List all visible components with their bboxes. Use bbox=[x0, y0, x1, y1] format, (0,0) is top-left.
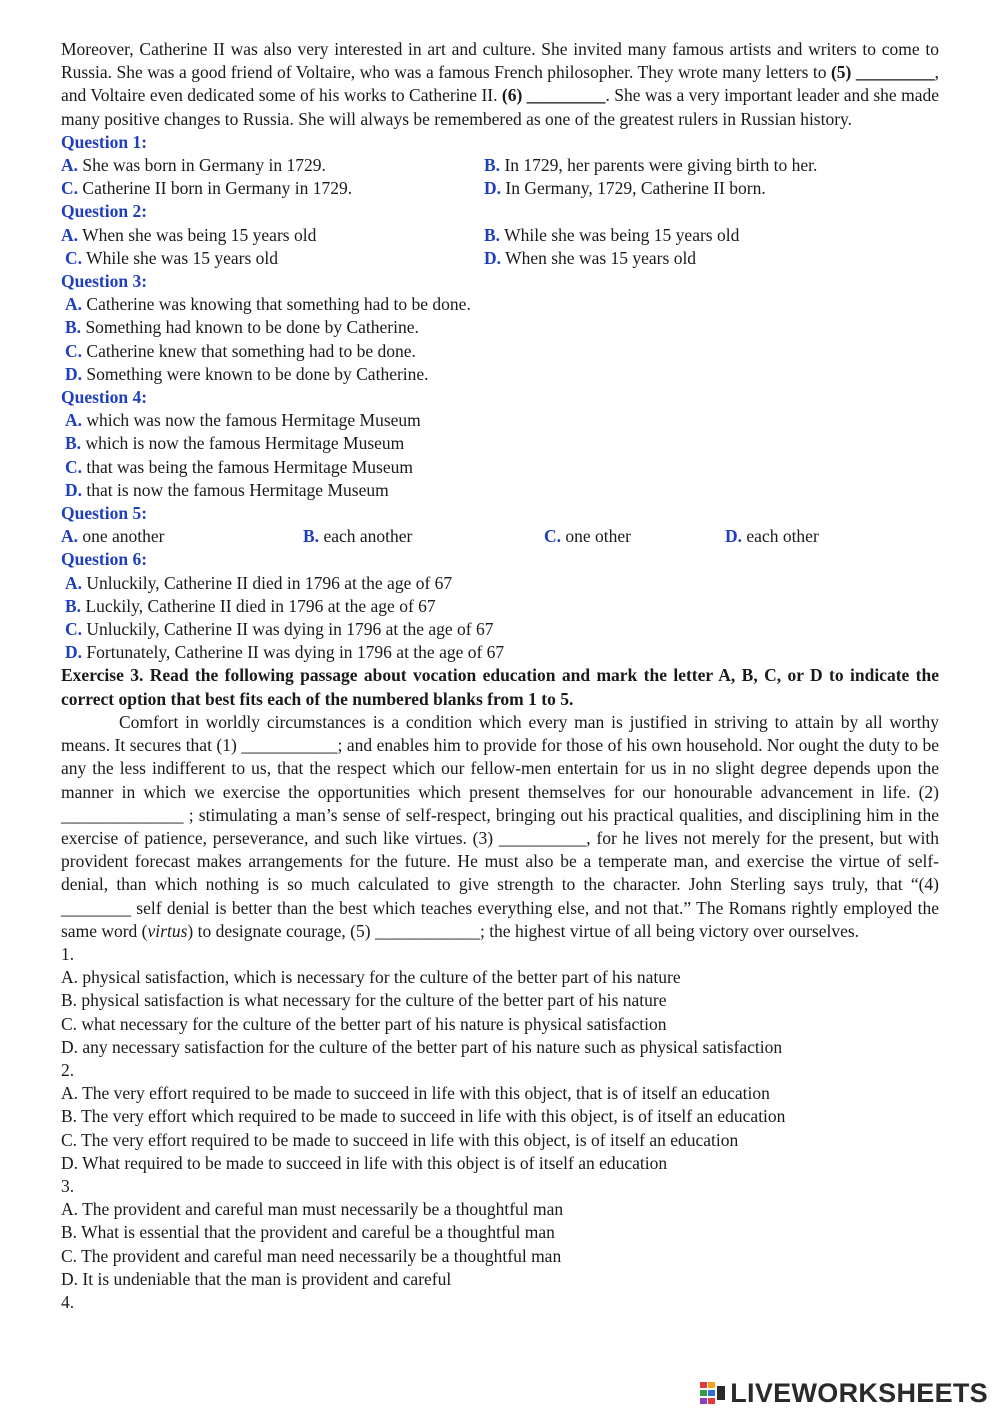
option-a[interactable]: A. physical satisfaction, which is necessary for the culture of the better part of his nature bbox=[61, 967, 681, 988]
question-5-label: Question 5: bbox=[61, 503, 148, 524]
passage-text: , and Voltaire even dedicated some of his works to Catherine II. bbox=[61, 62, 939, 106]
worksheet-page bbox=[61, 38, 939, 1314]
option-a[interactable]: A. one another bbox=[61, 526, 165, 547]
option-b[interactable]: B. which is now the famous Hermitage Museum bbox=[65, 433, 405, 454]
option-c[interactable]: C. what necessary for the culture of the better part of his nature is physical satisfaction bbox=[61, 1013, 667, 1034]
option-c[interactable]: C. one other bbox=[544, 526, 631, 547]
item-4-number: 4. bbox=[61, 1291, 75, 1312]
option-c[interactable]: C. The very effort required to be made to succeed in life with this object, is of itself an education bbox=[61, 1129, 739, 1150]
option-b[interactable]: B. What is essential that the provident and careful be a thoughtful man bbox=[61, 1222, 555, 1243]
option-b[interactable]: B. In 1729, her parents were giving birth to her. bbox=[484, 155, 818, 176]
option-b[interactable]: B. each another bbox=[303, 526, 413, 547]
option-b[interactable]: B. Something had known to be done by Catherine. bbox=[65, 317, 419, 338]
exercise-3-passage bbox=[61, 711, 939, 943]
option-b[interactable]: B. Luckily, Catherine II died in 1796 at the age of 67 bbox=[65, 595, 436, 616]
passage-text: Comfort in worldly circumstances is a condition which every man is justified in striving to attain by all worthy means. It secures that (1) ___________; and enables him to provide for those of his own household. Nor ought the duty to be any the less indifferent to us, that the respect which our fellow-men entertain for us in no slight degree depends upon the manner in which we exercise the opportunities which present themselves for our honourable advancement in life. (2) ______________ ; stimulating a man’s sense of self-respect, bringing out his practical qualities, and disciplining him in the exercise of patience, perseverance, and such like virtues. (3) __________, for he lives not merely for the present, but with provident forecast makes arrangements for the future. He must also be a temperate man, and exercise the virtue of self-denial, than which nothing is so much calculated to give strength to the character. John Sterling says truly, that “(4) ________ self denial is better than the best which teaches everything else, and not that.” The Romans rightly employed the same word ( bbox=[61, 711, 939, 941]
option-a[interactable]: A. She was born in Germany in 1729. bbox=[61, 155, 326, 176]
option-c[interactable]: C. Catherine knew that something had to be done. bbox=[65, 340, 416, 361]
passage-italic-word: virtus bbox=[147, 920, 188, 941]
option-c[interactable]: C. Unluckily, Catherine II was dying in 1796 at the age of 67 bbox=[65, 619, 494, 640]
liveworksheets-logo-icon bbox=[700, 1382, 726, 1404]
option-d[interactable]: D. any necessary satisfaction for the culture of the better part of his nature such as physical satisfaction bbox=[61, 1036, 783, 1057]
option-b[interactable]: B. physical satisfaction is what necessary for the culture of the better part of his nature bbox=[61, 990, 667, 1011]
option-a[interactable]: A. When she was being 15 years old bbox=[61, 224, 317, 245]
option-b[interactable]: B. While she was being 15 years old bbox=[484, 224, 740, 245]
option-c[interactable]: C. The provident and careful man need necessarily be a thoughtful man bbox=[61, 1245, 562, 1266]
option-a[interactable]: A. which was now the famous Hermitage Museum bbox=[65, 410, 421, 431]
option-c[interactable]: C. Catherine II born in Germany in 1729. bbox=[61, 178, 353, 199]
item-3-number: 3. bbox=[61, 1175, 75, 1196]
question-1-options-row bbox=[61, 177, 939, 200]
question-3-label: Question 3: bbox=[61, 271, 148, 292]
option-d[interactable]: D. Something were known to be done by Catherine. bbox=[65, 363, 429, 384]
question-5-options-row bbox=[61, 525, 939, 548]
item-1-number: 1. bbox=[61, 943, 75, 964]
liveworksheets-logo[interactable] bbox=[700, 1377, 988, 1408]
option-a[interactable]: A. The very effort required to be made to succeed in life with this object, that is of itself an education bbox=[61, 1083, 770, 1104]
option-d[interactable]: D. that is now the famous Hermitage Museum bbox=[65, 479, 389, 500]
option-d[interactable]: D. each other bbox=[725, 526, 819, 547]
option-c[interactable]: C. While she was 15 years old bbox=[65, 247, 279, 268]
option-d[interactable]: D. What required to be made to succeed in life with this object is of itself an education bbox=[61, 1152, 668, 1173]
question-2-options-row bbox=[61, 224, 939, 247]
option-d[interactable]: D. Fortunately, Catherine II was dying in 1796 at the age of 67 bbox=[65, 642, 505, 663]
passage-text: . She was a very important leader and she made many positive changes to Russia. She will always be remembered as one of the greatest rulers in Russian history. bbox=[61, 85, 939, 129]
item-2-number: 2. bbox=[61, 1059, 75, 1080]
option-c[interactable]: C. that was being the famous Hermitage Museum bbox=[65, 456, 413, 477]
passage-text: ) to designate courage, (5) ____________; the highest virtue of all being victory over ourselves. bbox=[187, 920, 860, 941]
blank-6: (6) _________ bbox=[501, 85, 606, 106]
passage-conclusion bbox=[61, 38, 939, 131]
option-a[interactable]: A. The provident and careful man must necessarily be a thoughtful man bbox=[61, 1199, 564, 1220]
option-b[interactable]: B. The very effort which required to be made to succeed in life with this object, is of itself an education bbox=[61, 1106, 786, 1127]
exercise-3-heading: Exercise 3. Read the following passage about vocation education and mark the letter A, B, C, or D to indicate the correct option that best fits each of the numbered blanks from 1 to 5. bbox=[61, 665, 939, 709]
option-d[interactable]: D. When she was 15 years old bbox=[484, 247, 697, 268]
passage-text: Moreover, Catherine II was also very interested in art and culture. She invited many famous artists and writers to come to Russia. She was a good friend of Voltaire, who was a famous French philosopher. They wrote many letters to bbox=[61, 39, 939, 83]
option-d[interactable]: D. In Germany, 1729, Catherine II born. bbox=[484, 178, 766, 199]
option-a[interactable]: A. Unluckily, Catherine II died in 1796 at the age of 67 bbox=[65, 572, 453, 593]
logo-text: LIVEWORKSHEETS bbox=[730, 1377, 988, 1408]
question-2-options-row bbox=[61, 247, 939, 270]
option-d[interactable]: D. It is undeniable that the man is provident and careful bbox=[61, 1268, 452, 1289]
option-a[interactable]: A. Catherine was knowing that something had to be done. bbox=[65, 294, 471, 315]
blank-5: (5) _________ bbox=[830, 62, 935, 83]
question-1-options-row bbox=[61, 154, 939, 177]
question-2-label: Question 2: bbox=[61, 201, 148, 222]
question-1-label: Question 1: bbox=[61, 131, 148, 152]
question-6-label: Question 6: bbox=[61, 549, 148, 570]
question-4-label: Question 4: bbox=[61, 387, 148, 408]
